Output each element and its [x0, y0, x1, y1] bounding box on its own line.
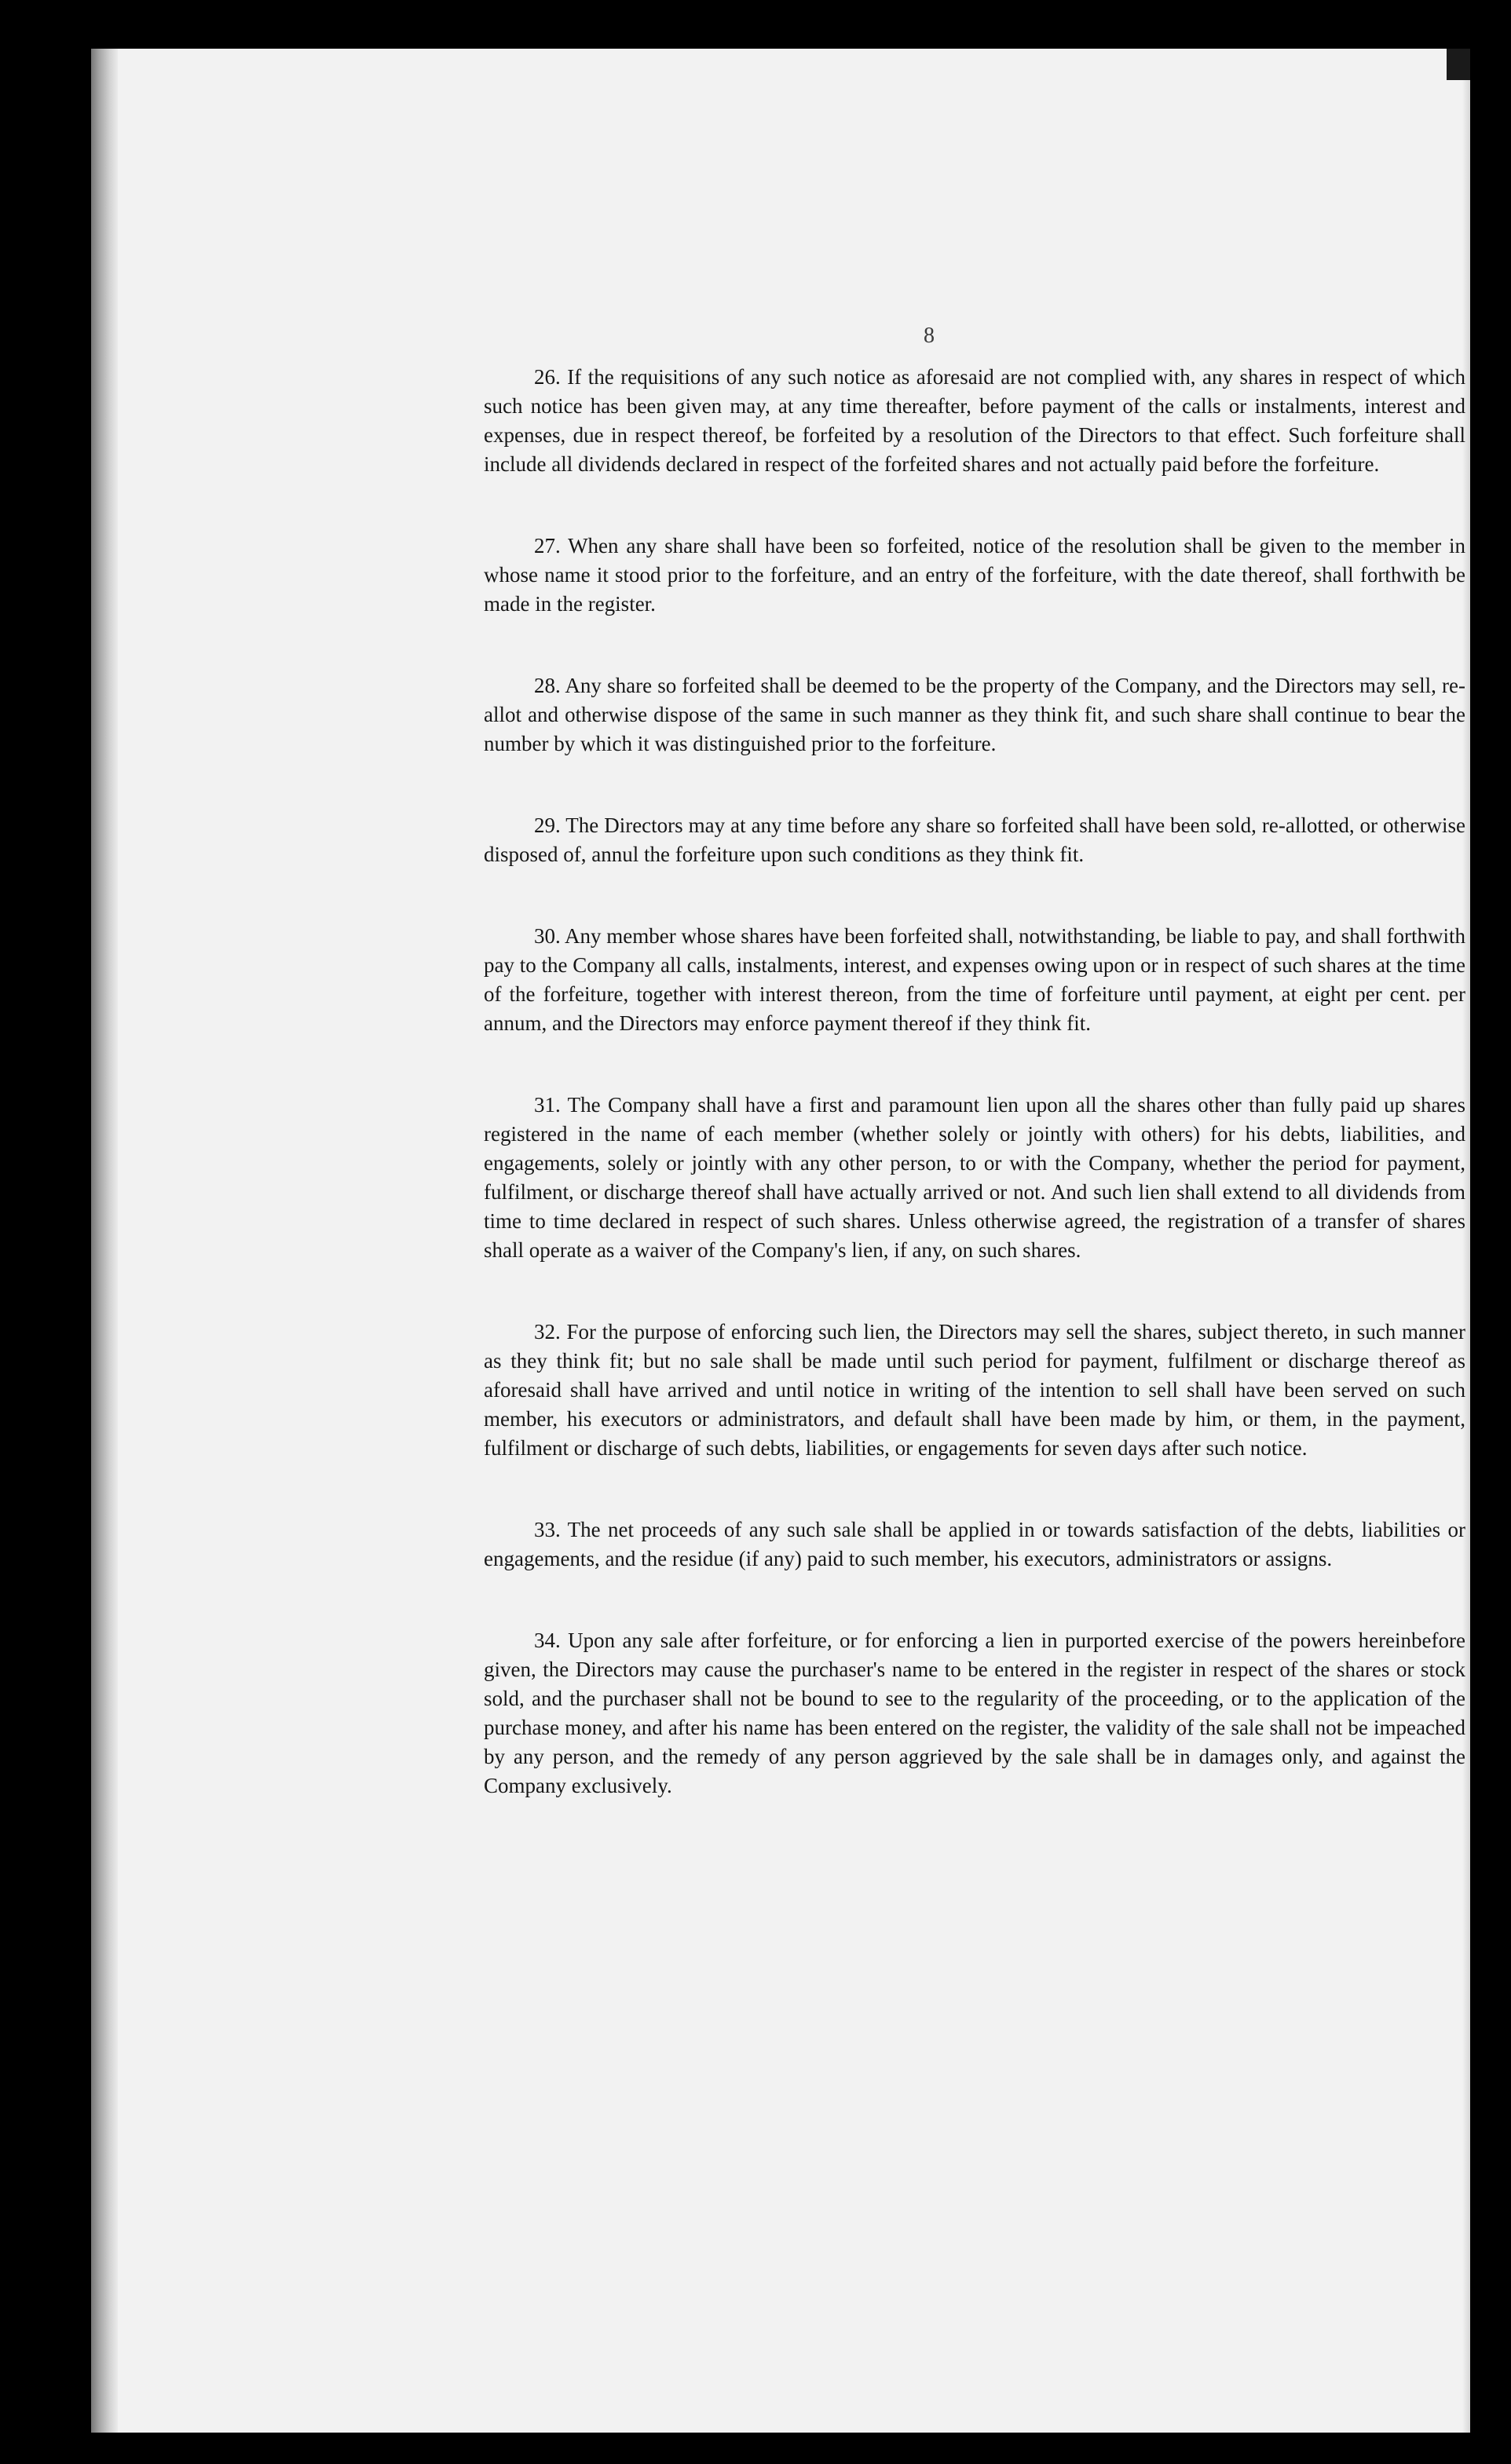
page-number: 8: [924, 324, 935, 348]
article-33: 33. The net proceeds of any such sale shall be applied in or towards satisfaction of the debts, liabilities or engagements, and the residue (if any) paid to such member, his executors, administrators or assigns.: [484, 1518, 1465, 1570]
document-page: [91, 49, 1470, 2433]
article-32: 32. For the purpose of enforcing such lien, the Directors may sell the shares, subject thereto, in such manner as they think fit; but no sale shall be made until such period for payment, fulfilment or discharge thereof as aforesaid shall have arrived and until notice in writing of the intention to sell shall have been served on such member, his executors or administrators, and default shall have been made by him, or them, in the payment, fulfilment or discharge of such debts, liabilities, or engagements for seven days after such notice.: [484, 1320, 1465, 1460]
article-30: 30. Any member whose shares have been forfeited shall, notwithstanding, be liable to pay, and shall forthwith pay to the Company all calls, instalments, interest, and expenses owing upon or in respect of such shares at the time of the forfeiture, together with interest thereon, from the time of forfeiture until payment, at eight per cent. per annum, and the Directors may enforce payment thereof if they think fit.: [484, 924, 1465, 1035]
article-27: 27. When any share shall have been so forfeited, notice of the resolution shall be given to the member in whose name it stood prior to the forfeiture, and an entry of the forfeiture, with the date thereof, shall forthwith be made in the register.: [484, 534, 1465, 616]
article-29: 29. The Directors may at any time before any share so forfeited shall have been sold, re-allotted, or otherwise disposed of, annul the forfeiture upon such conditions as they think fit.: [484, 813, 1465, 866]
articles-text: [484, 363, 1465, 1853]
article-28: 28. Any share so forfeited shall be deemed to be the property of the Company, and the Directors may sell, re-allot and otherwise dispose of the same in such manner as they think fit, and such share shall continue to bear the number by which it was distinguished prior to the forfeiture.: [484, 674, 1465, 755]
article-31: 31. The Company shall have a first and paramount lien upon all the shares other than fully paid up shares registered in the name of each member (whether solely or jointly with others) for his debts, liabilities, and engagements, solely or jointly with any other person, to or with the Company, whether the period for payment, fulfilment, or discharge thereof shall have actually arrived or not. And such lien shall extend to all dividends from time to time declared in respect of such shares. Unless otherwise agreed, the registration of a transfer of shares shall operate as a waiver of the Company's lien, if any, on such shares.: [484, 1093, 1465, 1262]
page-binding-edge: [91, 49, 118, 2433]
article-34: 34. Upon any sale after forfeiture, or for enforcing a lien in purported exercise of the powers hereinbefore given, the Directors may cause the purchaser's name to be entered in the register in respect of the shares or stock sold, and the purchaser shall not be bound to see to the regularity of the proceeding, or to the application of the purchase money, and after his name has been entered on the register, the validity of the sale shall not be impeached by any person, and the remedy of any person aggrieved by the sale shall be in damages only, and against the Company exclusively.: [484, 1629, 1465, 1797]
article-26: 26. If the requisitions of any such notice as aforesaid are not complied with, any shares in respect of which such notice has been given may, at any time thereafter, before payment of the calls or instalments, interest and expenses, due in respect thereof, be forfeited by a resolution of the Directors to that effect. Such forfeiture shall include all dividends declared in respect of the forfeited shares and not actually paid before the forfeiture.: [484, 365, 1465, 476]
page-corner-shadow: [1447, 49, 1470, 80]
